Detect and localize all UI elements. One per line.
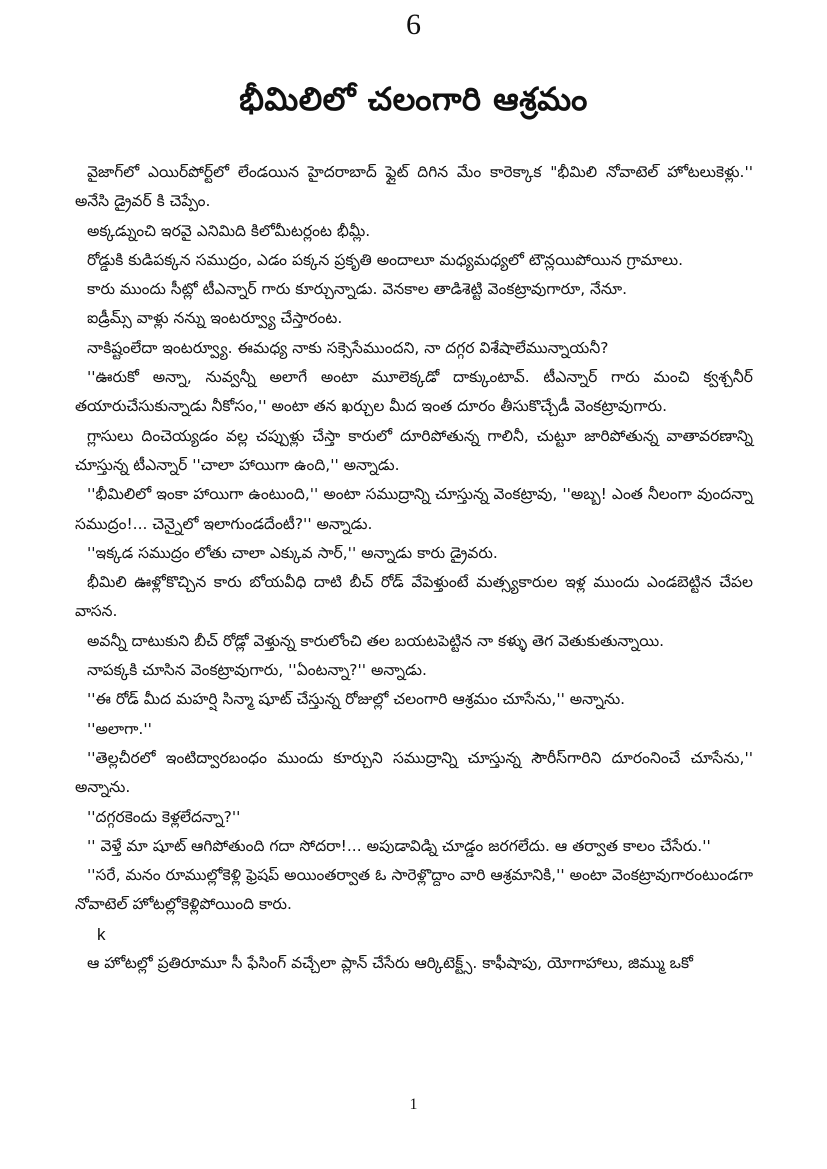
paragraph: కారు ముందు సీట్లో టీఎన్నార్ గారు కూర్చున్నాడు. వెనకాల తాడిశెట్టి వెంకట్రావుగారూ, నేనూ. [87,280,628,299]
paragraph: భీమిలి ఊళ్లోకొచ్చిన కారు బోయవీధి దాటి బీచ్ రోడ్ వేపెళ్తుంటే మత్స్యకారుల ఇళ్ల ముందు ఎండబెట్టిన చేపల వాసన. [75,573,753,621]
paragraph: ఐడ్రీమ్స్ వాళ్లు నన్ను ఇంటర్వ్యూ చేస్తారంట. [87,309,343,328]
paragraph: వైజాగ్‌లో ఎయిర్‌పోర్ట్‌లో లేండయిన హైదరాబాద్ ఫ్లైట్ దిగిన మేం కారెక్కాక "భీమిలి నోవాటెల్ హోటలుకెళ్లు.'' అనేసి డ్రైవర్ కి చెప్పేం. [75,163,753,211]
paragraph: నాపక్కకి చూసిన వెంకట్రావుగారు, ''ఏంటన్నా?'' అన్నాడు. [87,661,427,680]
paragraph: ''భీమిలిలో ఇంకా హాయిగా ఉంటుంది,'' అంటా సముద్రాన్ని చూస్తున్న వెంకట్రావు, ''అబ్బ! ఎంత నీలంగా వుందన్నా సముద్రం!... చెన్నైలో ఇలాగుండదేంటీ?'' అన్నాడు. [75,485,753,533]
chapter-number: 6 [406,8,421,41]
paragraph: ''సరే, మనం రూముల్లోకెళ్లి ఫ్రెషప్ అయింతర్వాత ఓ సారెళ్లొద్దాం వారి ఆశ్రమానికి,'' అంటా వెంకట్రావుగారంటుండగా నోవాటెల్ హోటల్లోకెళ్లిపోయింది కారు. [75,866,753,914]
paragraph: ''ఊరుకో అన్నా, నువ్వన్నీ అలాగే అంటా మూలెక్కడో దాక్కుంటావ్. టీఎన్నార్ గారు మంచి క్వశ్చనీర్ తయారుచేసుకున్నాడు నీకోసం,'' అంటా తన ఖర్చుల మీద ఇంత దూరం తీసుకొచ్చేడీ వెంకట్రావుగారు. [75,368,753,416]
paragraph: ఆ హోటల్లో ప్రతిరూమూ సీ ఫేసింగ్ వచ్చేలా ప్లాన్ చేసేరు ఆర్కిటెక్ట్స్. కాఫీషాపు, యోగాహాలు, జిమ్ము ఒకో [87,954,693,973]
paragraph: ''అలాగా.'' [87,719,152,738]
paragraph: అవన్నీ దాటుకుని బీచ్ రోడ్లో వెళ్తున్న కారులోంచి తల బయటపెట్టిన నా కళ్ళు తెగ వెతుకుతున్నాయి. [87,631,665,650]
body-text [75,158,753,978]
paragraph: ''ఈ రోడ్ మీద మహర్షి సిన్మా షూట్ చేస్తున్న రోజుల్లో చలంగారి ఆశ్రమం చూసేను,'' అన్నాను. [87,690,626,709]
paragraph: రోడ్డుకి కుడిపక్కన సముద్రం, ఎడం పక్కన ప్రకృతి అందాలూ మధ్యమధ్యలో టౌన్లయిపోయిన గ్రామాలు. [87,250,684,269]
paragraph: ''దగ్గరకెందు కెళ్లలేదన్నా?'' [87,807,241,826]
paragraph: గ్లాసులు దించెయ్యడం వల్ల చప్పుళ్లు చేస్తా కారులో దూరిపోతున్న గాలినీ, చుట్టూ జారిపోతున్న వాతావరణాన్ని చూస్తున్న టీఎన్నార్ ''చాలా హాయిగా ఉంది,'' అన్నాడు. [75,426,753,474]
paragraph: ''ఇక్కడ సముద్రం లోతు చాలా ఎక్కువ సార్,'' అన్నాడు కారు డ్రైవరు. [87,543,498,562]
paragraph: '' వెళ్తే మా షూట్ ఆగిపోతుంది గదా సోదరా!... అపుడావిడ్ని చూడ్డం జరగలేదు. ఆ తర్వాత కాలం చేసేరు.'' [87,836,711,855]
chapter-title: భీమిలిలో చలంగారి ఆశ్రమం [239,80,588,118]
section-marker: k [97,924,106,944]
paragraph: ''తెల్లచీరలో ఇంటిద్వారబంధం ముందు కూర్చుని సముద్రాన్ని చూస్తున్న సౌరీస్‌గారిని దూరంనించే చూసేను,'' అన్నాను. [75,748,753,797]
page-number: 1 [409,1096,418,1113]
paragraph: నాకిష్టంలేదా ఇంటర్వ్యూ. ఈమధ్య నాకు సక్సెసేముందని, నా దగ్గర విశేషాలేమున్నాయనీ? [87,338,609,357]
paragraph: అక్కడ్నుంచి ఇరవై ఎనిమిది కిలోమీటర్లంట భీమ్లీ. [87,221,371,240]
